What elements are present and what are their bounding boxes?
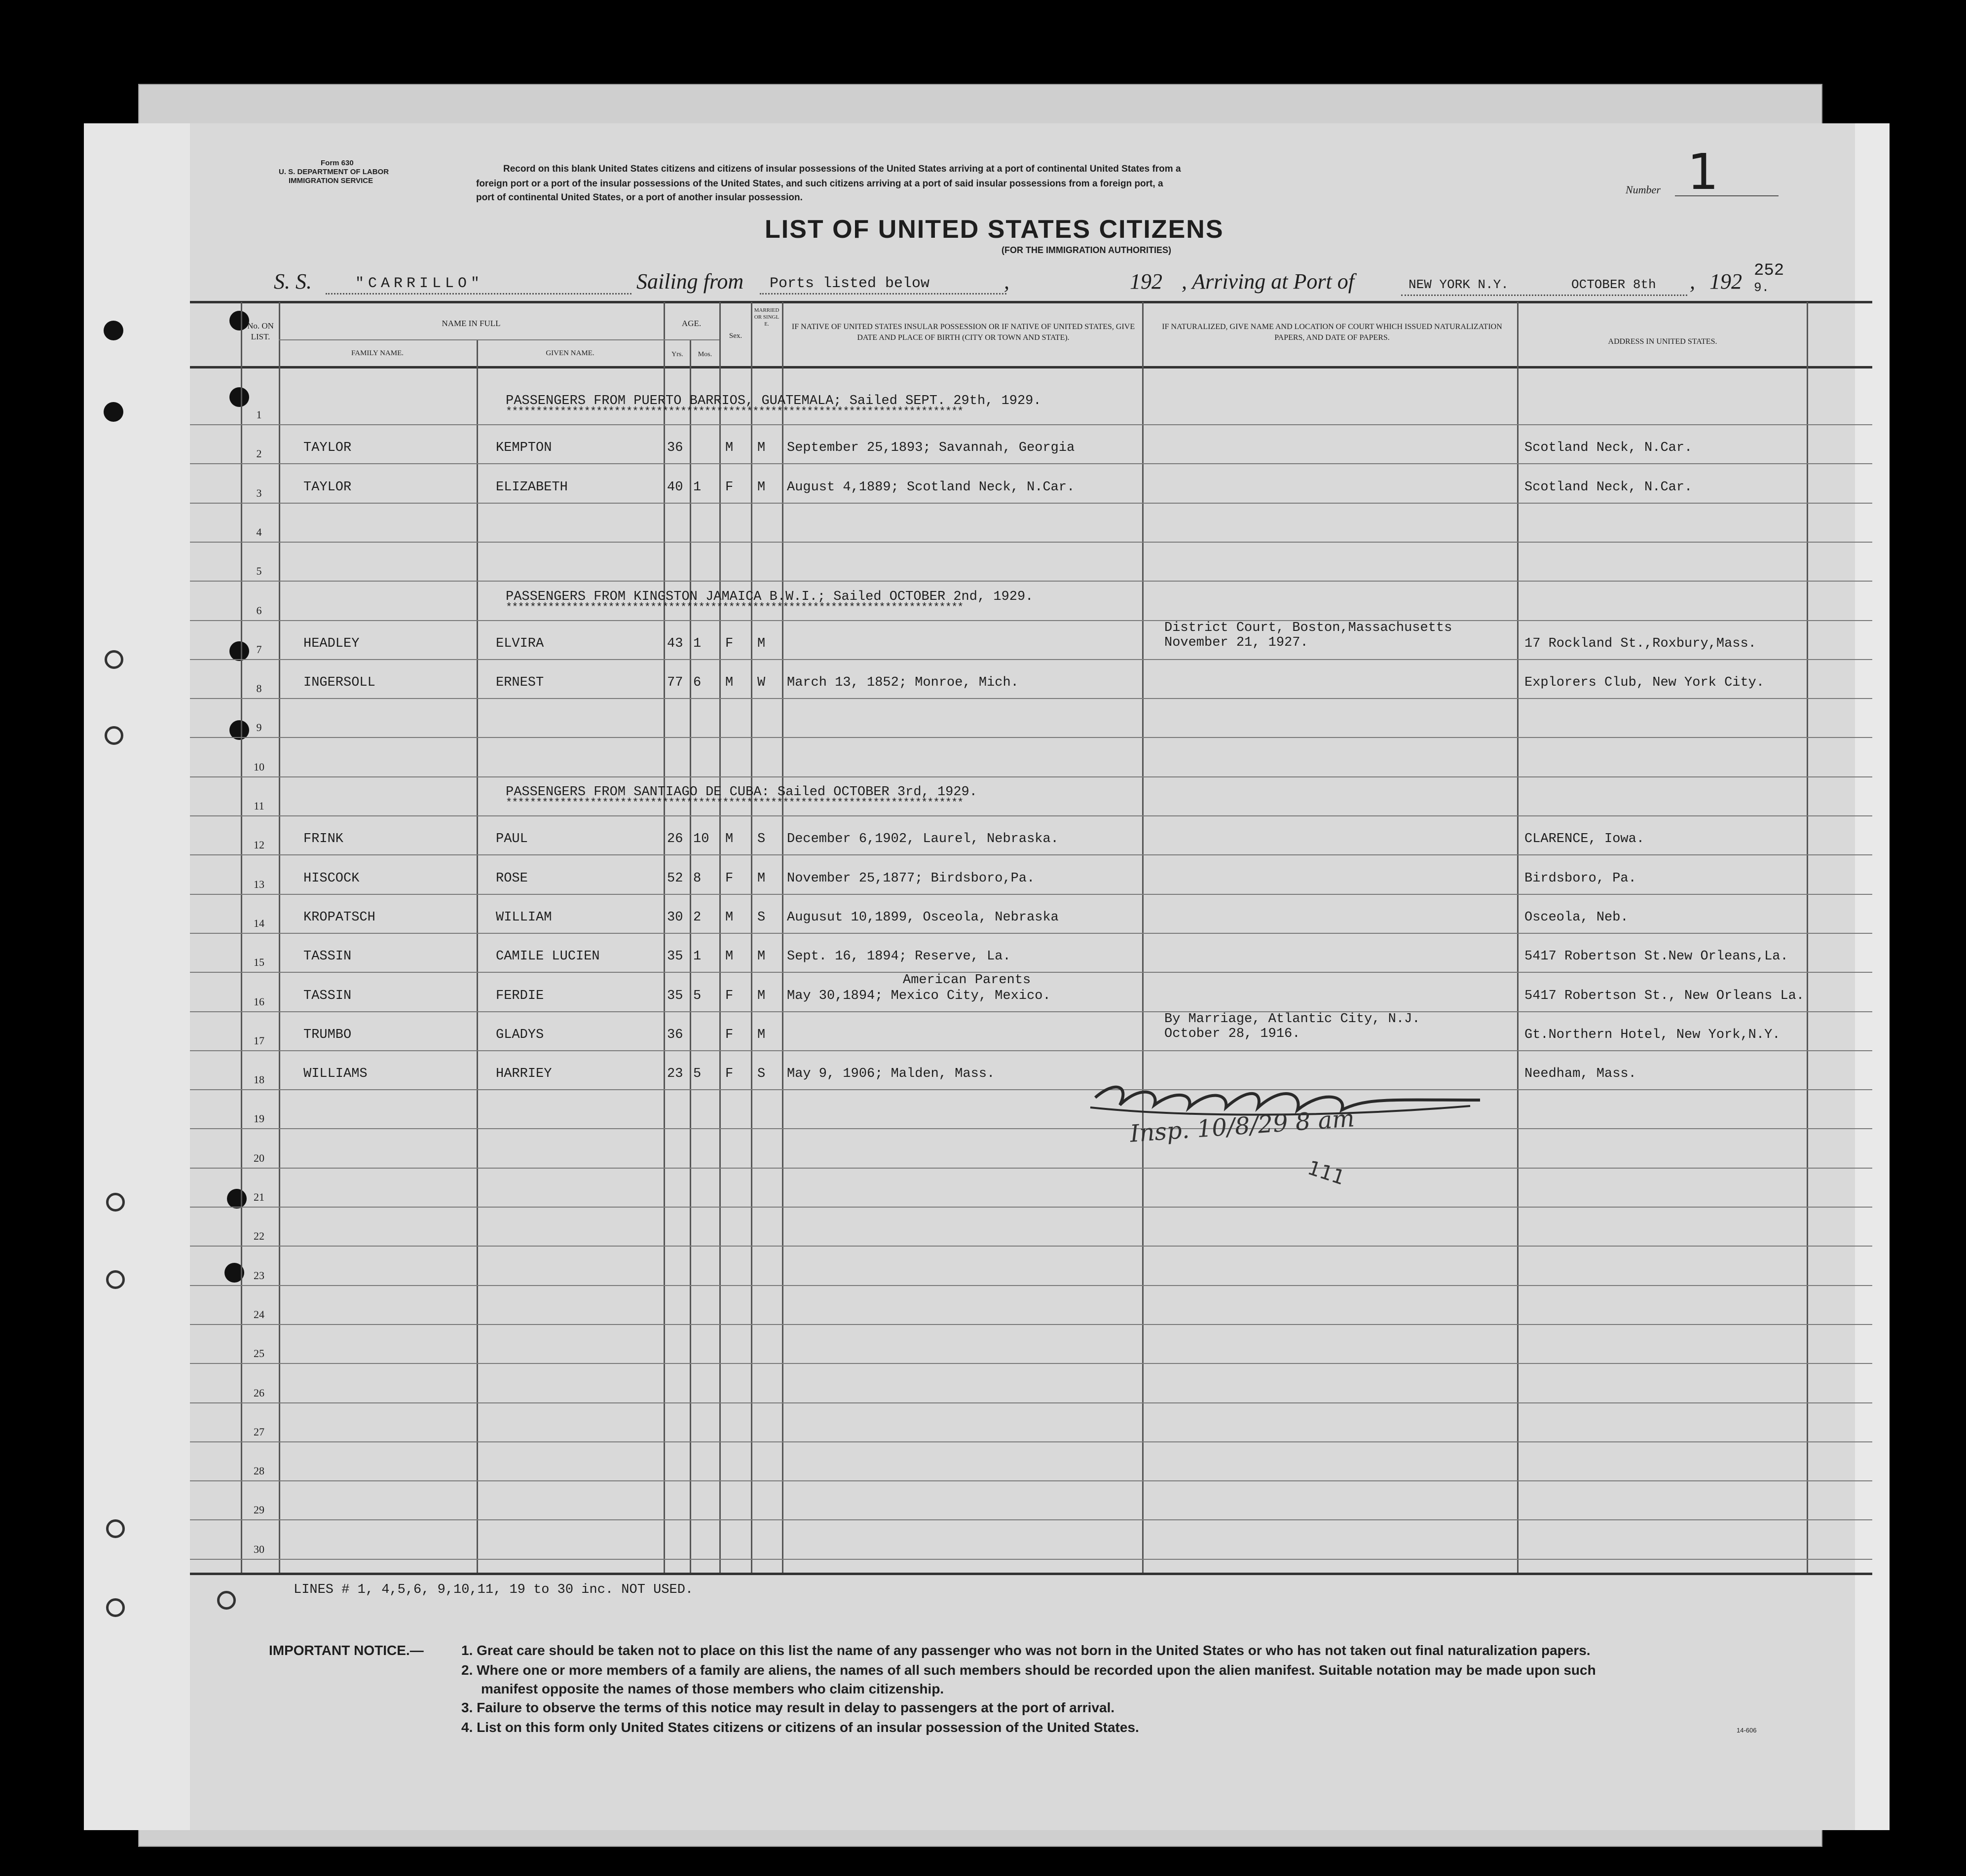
- year-prefix-sailing: 192: [1130, 269, 1162, 294]
- col-divider-given: [477, 340, 478, 1573]
- passenger-address: Gt.Northern Hotel, New York,N.Y.: [1524, 1027, 1781, 1042]
- row-rule: [190, 1480, 1872, 1481]
- col-divider-married: [751, 302, 752, 1573]
- passenger-ms: W: [757, 675, 766, 691]
- row-rule: [190, 659, 1872, 660]
- passenger-ms: M: [757, 441, 766, 456]
- row-number: 13: [254, 878, 264, 890]
- row-rule: [190, 1089, 1872, 1090]
- passenger-ms: M: [757, 1027, 766, 1042]
- form-number: Form 630: [321, 159, 354, 167]
- col-divider-sex: [719, 302, 721, 1573]
- row-rule: [190, 1128, 1872, 1129]
- passenger-naturalization-date: November 21, 1927.: [1164, 635, 1308, 650]
- passenger-ms: M: [757, 479, 766, 495]
- row-number: 21: [254, 1191, 264, 1203]
- punch-hole: [106, 1270, 125, 1289]
- passenger-birth-note: American Parents: [903, 972, 1031, 988]
- passenger-family: HEADLEY: [303, 636, 360, 651]
- passenger-ms: M: [757, 871, 766, 886]
- notice-item-4: 4. List on this form only United States citizens or citizens of an insular possession of the United States.: [461, 1720, 1139, 1735]
- passenger-address: 5417 Robertson St., New Orleans La.: [1524, 988, 1805, 1003]
- passenger-naturalization-date: October 28, 1916.: [1164, 1026, 1300, 1041]
- passenger-mos: 5: [693, 1067, 702, 1082]
- row-number: 18: [254, 1073, 264, 1086]
- passenger-sex: F: [725, 1027, 734, 1042]
- passenger-yrs: 40: [667, 479, 683, 495]
- sailing-from-underline: [760, 292, 1006, 294]
- passenger-ms: M: [757, 988, 766, 1003]
- passenger-yrs: 26: [667, 832, 683, 847]
- passenger-sex: F: [725, 1067, 734, 1082]
- header-given-name: GIVEN NAME.: [546, 349, 594, 357]
- col-divider-family: [279, 302, 280, 1573]
- comma: ,: [1004, 269, 1009, 294]
- service-label: IMMIGRATION SERVICE: [289, 177, 373, 185]
- form-code: 14-606: [1737, 1727, 1757, 1734]
- row-rule: [190, 698, 1872, 699]
- passenger-address: Needham, Mass.: [1524, 1067, 1636, 1082]
- passenger-birth: Augusut 10,1899, Osceola, Nebraska: [787, 910, 1059, 925]
- passenger-ms: M: [757, 949, 766, 964]
- row-rule: [190, 581, 1872, 582]
- section-header: PASSENGERS FROM KINGSTON JAMAICA B.W.I.; Sailed OCTOBER 2nd, 1929.: [506, 589, 1034, 604]
- passenger-birth: August 4,1889; Scotland Neck, N.Car.: [787, 479, 1075, 495]
- passenger-address: 5417 Robertson St.New Orleans,La.: [1524, 949, 1788, 964]
- passenger-family: TASSIN: [303, 949, 352, 964]
- passenger-birth: May 9, 1906; Malden, Mass.: [787, 1067, 995, 1082]
- passenger-birth: September 25,1893; Savannah, Georgia: [787, 441, 1075, 456]
- passenger-sex: F: [725, 871, 734, 886]
- row-number: 16: [254, 995, 264, 1008]
- row-number: 2: [256, 447, 262, 460]
- row-number: 29: [254, 1504, 264, 1516]
- passenger-mos: 10: [693, 832, 709, 847]
- instruction-line-2: foreign port or a port of the insular possessions of the United States, and such citizens arriving at a port of said insular possessions from a foreign port, a: [476, 179, 1163, 189]
- row-rule: [190, 542, 1872, 543]
- passenger-family: TASSIN: [303, 988, 352, 1003]
- passenger-given: WILLIAM: [496, 910, 552, 925]
- punch-hole: [106, 1519, 125, 1538]
- passenger-yrs: 30: [667, 910, 683, 925]
- passenger-ms: M: [757, 636, 766, 651]
- row-rule: [190, 815, 1872, 816]
- passenger-sex: M: [725, 441, 734, 456]
- arriving-label: , Arriving at Port of: [1182, 269, 1354, 294]
- punch-hole: [227, 1189, 247, 1209]
- passenger-address: Explorers Club, New York City.: [1524, 675, 1765, 691]
- row-number: 15: [254, 956, 264, 969]
- row-number: 9: [256, 721, 262, 734]
- row-rule: [190, 424, 1872, 425]
- passenger-sex: F: [725, 636, 734, 651]
- punch-hole: [104, 321, 123, 340]
- row-number: 25: [254, 1347, 264, 1360]
- col-divider-address: [1517, 302, 1519, 1573]
- page-subtitle: (FOR THE IMMIGRATION AUTHORITIES): [1002, 245, 1171, 255]
- passenger-sex: F: [725, 479, 734, 495]
- passenger-sex: M: [725, 910, 734, 925]
- header-age: AGE.: [681, 319, 702, 328]
- table-bottom-rule: [190, 1573, 1872, 1575]
- row-number: 22: [254, 1230, 264, 1243]
- passenger-mos: 5: [693, 988, 702, 1003]
- passenger-mos: 6: [693, 675, 702, 691]
- row-number: 17: [254, 1034, 264, 1047]
- passenger-given: ERNEST: [496, 675, 544, 691]
- passenger-yrs: 52: [667, 871, 683, 886]
- passenger-yrs: 77: [667, 675, 683, 691]
- col-divider-no: [241, 302, 242, 1573]
- page-stamp: 252: [1754, 261, 1784, 280]
- arrival-port: NEW YORK N.Y.: [1409, 277, 1509, 292]
- col-divider-yrs: [690, 340, 691, 1573]
- passenger-family: TAYLOR: [303, 479, 352, 495]
- punch-hole: [217, 1591, 236, 1610]
- passenger-given: FERDIE: [496, 988, 544, 1003]
- passenger-sex: M: [725, 675, 734, 691]
- row-number: 23: [254, 1269, 264, 1282]
- passenger-family: INGERSOLL: [303, 675, 375, 691]
- ship-underline: [326, 292, 631, 294]
- passenger-yrs: 36: [667, 1027, 683, 1042]
- header-mos: Mos.: [698, 351, 712, 358]
- header-sex: Sex.: [729, 332, 742, 340]
- row-rule: [190, 503, 1872, 504]
- passenger-family: TRUMBO: [303, 1027, 352, 1042]
- asterisk-rule: ****************************************************************************: [506, 405, 964, 418]
- row-number: 30: [254, 1543, 264, 1555]
- row-number: 20: [254, 1151, 264, 1164]
- row-rule: [190, 1519, 1872, 1520]
- passenger-naturalization: District Court, Boston,Massachusetts: [1164, 620, 1452, 635]
- number-value: 1: [1687, 143, 1719, 201]
- passenger-address: Scotland Neck, N.Car.: [1524, 479, 1693, 495]
- passenger-yrs: 23: [667, 1067, 683, 1082]
- passenger-given: GLADYS: [496, 1027, 544, 1042]
- passenger-given: PAUL: [496, 832, 528, 847]
- row-number: 8: [256, 682, 262, 695]
- passenger-given: ELIZABETH: [496, 479, 568, 495]
- instruction-line-3: port of continental United States, or a port of another insular possession.: [476, 192, 803, 203]
- row-rule: [190, 1285, 1872, 1286]
- passenger-birth: November 25,1877; Birdsboro,Pa.: [787, 871, 1035, 886]
- notice-label: IMPORTANT NOTICE.—: [269, 1643, 424, 1658]
- year-prefix-arrival: 192: [1709, 269, 1742, 294]
- year-suffix: 9.: [1754, 280, 1770, 295]
- passenger-family: HISCOCK: [303, 871, 360, 886]
- lines-not-used-note: LINES # 1, 4,5,6, 9,10,11, 19 to 30 inc. NOT USED.: [294, 1582, 694, 1597]
- row-rule: [190, 972, 1872, 973]
- punch-hole: [229, 387, 249, 407]
- header-address: ADDRESS IN UNITED STATES.: [1608, 337, 1717, 346]
- passenger-birth: Sept. 16, 1894; Reserve, La.: [787, 949, 1011, 964]
- row-number: 6: [256, 604, 262, 617]
- row-rule: [190, 776, 1872, 777]
- passenger-address: CLARENCE, Iowa.: [1524, 832, 1645, 847]
- page-title: LIST OF UNITED STATES CITIZENS: [765, 215, 1224, 244]
- passenger-mos: 2: [693, 910, 702, 925]
- header-no-on-list: No. ON LIST.: [247, 321, 274, 341]
- passenger-given: ROSE: [496, 871, 528, 886]
- passenger-ms: S: [757, 832, 766, 847]
- passenger-ms: S: [757, 1067, 766, 1082]
- instruction-line-1: Record on this blank United States citizens and citizens of insular possessions of the United States arriving at a port of continental United States from a: [503, 164, 1181, 174]
- passenger-sex: M: [725, 949, 734, 964]
- header-naturalization: IF NATURALIZED, GIVE NAME AND LOCATION OF COURT WHICH ISSUED NATURALIZATION PAPERS, AND DATE OF PAPERS.: [1162, 323, 1502, 342]
- passenger-yrs: 43: [667, 636, 683, 651]
- col-divider-naturalized: [1142, 302, 1144, 1573]
- age-subheader-rule: [664, 339, 719, 340]
- ship-name: "CARRILLO": [355, 275, 484, 292]
- notice-item-1: 1. Great care should be taken not to place on this list the name of any passenger who was not born in the United States or who has not taken out final naturalization papers.: [461, 1643, 1591, 1658]
- row-rule: [190, 1207, 1872, 1208]
- row-rule: [190, 894, 1872, 895]
- header-bottom-rule: [190, 366, 1872, 368]
- row-number: 11: [254, 800, 264, 812]
- col-divider-age: [664, 302, 665, 1573]
- passenger-given: HARRIEY: [496, 1067, 552, 1082]
- passenger-address: Osceola, Neb.: [1524, 910, 1629, 925]
- passenger-birth: December 6,1902, Laurel, Nebraska.: [787, 832, 1059, 847]
- passenger-birth: May 30,1894; Mexico City, Mexico.: [787, 988, 1051, 1003]
- row-number: 3: [256, 486, 262, 499]
- row-rule: [190, 854, 1872, 855]
- passenger-given: KEMPTON: [496, 441, 552, 456]
- col-divider-native: [782, 302, 783, 1573]
- row-rule: [190, 1441, 1872, 1442]
- passenger-ms: S: [757, 910, 766, 925]
- col-divider-right: [1807, 302, 1808, 1573]
- sailing-from-value: Ports listed below: [770, 275, 930, 292]
- passenger-mos: 8: [693, 871, 702, 886]
- table-top-rule: [190, 301, 1872, 303]
- row-number: 24: [254, 1308, 264, 1321]
- name-subheader-rule: [279, 339, 664, 340]
- header-married-or-single: MARRIED OR SINGLE.: [754, 307, 779, 327]
- punch-hole: [105, 726, 123, 745]
- passenger-family: FRINK: [303, 832, 344, 847]
- row-rule: [190, 1559, 1872, 1560]
- row-number: 14: [254, 917, 264, 929]
- passenger-address: 17 Rockland St.,Roxbury,Mass.: [1524, 636, 1756, 651]
- ss-label: S. S.: [274, 269, 312, 294]
- punch-hole: [104, 402, 123, 422]
- notice-item-3: 3. Failure to observe the terms of this notice may result in delay to passengers at the port of arrival.: [461, 1700, 1115, 1715]
- passenger-birth: March 13, 1852; Monroe, Mich.: [787, 675, 1019, 691]
- passenger-naturalization: By Marriage, Atlantic City, N.J.: [1164, 1011, 1420, 1027]
- passenger-given: CAMILE LUCIEN: [496, 949, 600, 964]
- passenger-family: KROPATSCH: [303, 910, 375, 925]
- handwritten-mark: 111: [1304, 1156, 1348, 1190]
- row-rule: [190, 1011, 1872, 1012]
- row-number: 26: [254, 1386, 264, 1399]
- row-number: 28: [254, 1465, 264, 1477]
- row-rule: [190, 1246, 1872, 1247]
- section-header: PASSENGERS FROM SANTIAGO DE CUBA: Sailed OCTOBER 3rd, 1929.: [506, 785, 977, 800]
- row-rule: [190, 463, 1872, 464]
- inspector-note: Insp. 10/8/29 8 am: [1129, 1104, 1356, 1148]
- row-number: 5: [256, 565, 262, 578]
- passenger-yrs: 35: [667, 988, 683, 1003]
- row-rule: [190, 1324, 1872, 1325]
- comma: ,: [1690, 269, 1695, 294]
- asterisk-rule: ****************************************************************************: [506, 797, 964, 809]
- row-number: 19: [254, 1112, 264, 1125]
- row-rule: [190, 1402, 1872, 1403]
- passenger-mos: 1: [693, 949, 702, 964]
- row-number: 10: [254, 760, 264, 773]
- notice-item-2: 2. Where one or more members of a family are aliens, the names of all such members should be recorded upon the alien manifest. Suitable notation may be made upon such: [461, 1662, 1596, 1678]
- punch-hole: [105, 650, 123, 669]
- row-number: 12: [254, 839, 264, 851]
- passenger-address: Birdsboro, Pa.: [1524, 871, 1636, 886]
- passenger-yrs: 36: [667, 441, 683, 456]
- department-label: U. S. DEPARTMENT OF LABOR: [279, 168, 389, 176]
- asterisk-rule: ****************************************************************************: [506, 601, 964, 614]
- passenger-sex: M: [725, 832, 734, 847]
- row-rule: [190, 1363, 1872, 1364]
- arrival-underline: [1401, 294, 1687, 296]
- passenger-family: TAYLOR: [303, 441, 352, 456]
- header-place-of-birth: IF NATIVE OF UNITED STATES INSULAR POSSESSION OR IF NATIVE OF UNITED STATES, GIVE DATE AND PLACE OF BIRTH (CITY OR TOWN AND STATE).: [791, 323, 1135, 342]
- row-rule: [190, 737, 1872, 738]
- row-number: 4: [256, 525, 262, 538]
- passenger-mos: 1: [693, 479, 702, 495]
- sailing-from-label: Sailing from: [636, 269, 744, 294]
- punch-hole: [106, 1193, 125, 1212]
- passenger-family: WILLIAMS: [303, 1067, 368, 1082]
- passenger-address: Scotland Neck, N.Car.: [1524, 441, 1693, 456]
- section-header: PASSENGERS FROM PUERTO BARRIOS, GUATEMALA; Sailed SEPT. 29th, 1929.: [506, 394, 1041, 408]
- row-number: 1: [256, 408, 262, 421]
- row-number: 27: [254, 1425, 264, 1438]
- binding-margin: [84, 123, 190, 1830]
- row-rule: [190, 1168, 1872, 1169]
- passenger-sex: F: [725, 988, 734, 1003]
- passenger-given: ELVIRA: [496, 636, 544, 651]
- row-rule: [190, 933, 1872, 934]
- header-yrs: Yrs.: [671, 351, 683, 358]
- header-name-in-full: NAME IN FULL: [442, 319, 501, 328]
- notice-item-2-cont: manifest opposite the names of those members who claim citizenship.: [481, 1681, 944, 1696]
- row-rule: [190, 1050, 1872, 1051]
- number-label: Number: [1626, 184, 1661, 196]
- row-rule: [190, 620, 1872, 621]
- header-family-name: FAMILY NAME.: [351, 349, 404, 357]
- punch-hole: [106, 1598, 125, 1617]
- arrival-date: OCTOBER 8th: [1571, 277, 1656, 292]
- passenger-mos: 1: [693, 636, 702, 651]
- passenger-yrs: 35: [667, 949, 683, 964]
- row-number: 7: [256, 643, 262, 656]
